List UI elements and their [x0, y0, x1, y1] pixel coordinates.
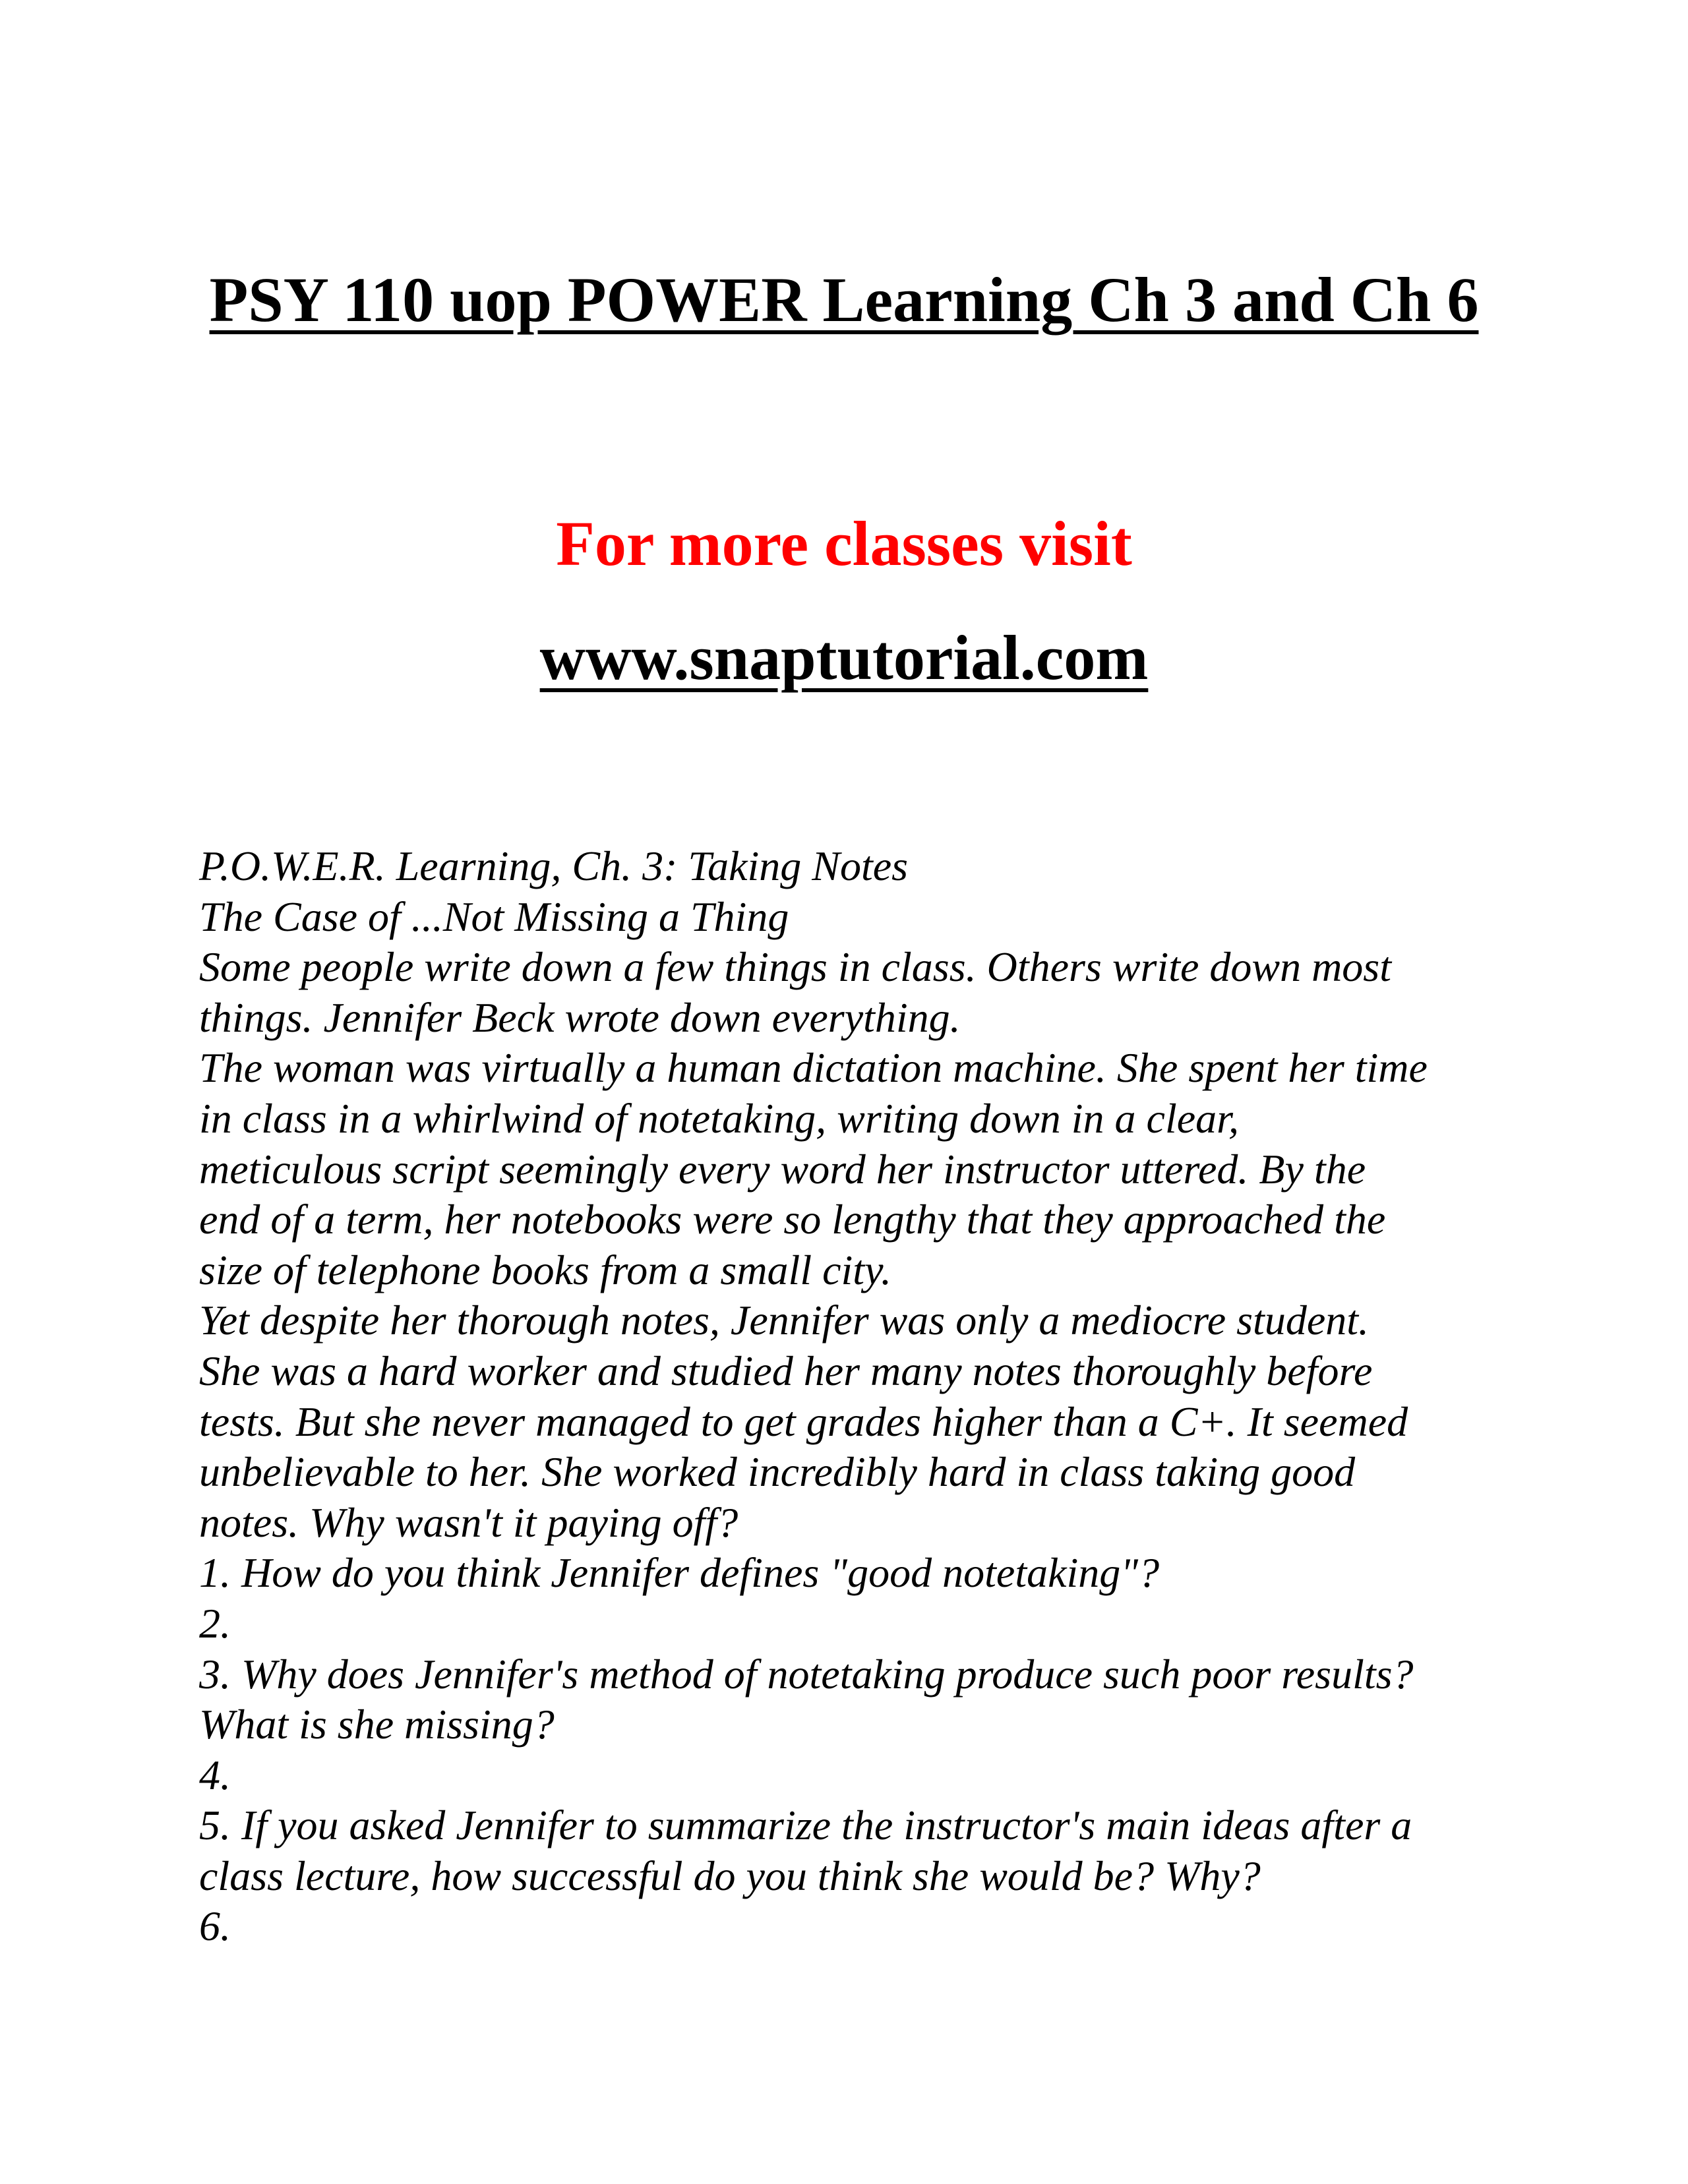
- body-line: class lecture, how successful do you think she would be? Why?: [199, 1852, 1261, 1899]
- body-line: The woman was virtually a human dictation machine. She spent her time: [199, 1044, 1428, 1092]
- body-line: meticulous script seemingly every word her instructor uttered. By the: [199, 1145, 1366, 1193]
- body-line: P.O.W.E.R. Learning, Ch. 3: Taking Notes: [199, 842, 909, 889]
- question-2: 2.: [199, 1599, 231, 1647]
- body-line: Some people write down a few things in class. Others write down most: [199, 943, 1391, 991]
- document-title: [0, 260, 1688, 339]
- body-line: unbelievable to her. She worked incredibly hard in class taking good: [199, 1448, 1356, 1496]
- body-line: in class in a whirlwind of notetaking, writing down in a clear,: [199, 1094, 1239, 1142]
- body-line: The Case of ...Not Missing a Thing: [199, 893, 789, 940]
- body-text: [199, 841, 1518, 1952]
- question-1: 1. How do you think Jennifer defines "good notetaking"?: [199, 1549, 1160, 1597]
- body-line: size of telephone books from a small city.: [199, 1246, 891, 1293]
- promo-text: For more classes visit: [556, 508, 1132, 579]
- question-3: 3. Why does Jennifer's method of notetaking produce such poor results?: [199, 1650, 1414, 1697]
- question-4: 4.: [199, 1751, 231, 1798]
- website-link[interactable]: www.snaptutorial.com: [539, 622, 1149, 693]
- body-line: end of a term, her notebooks were so lengthy that they approached the: [199, 1196, 1386, 1243]
- body-line: What is she missing?: [199, 1701, 555, 1748]
- question-6: 6.: [199, 1903, 231, 1950]
- body-line: tests. But she never managed to get grades higher than a C+. It seemed: [199, 1398, 1408, 1445]
- body-line: She was a hard worker and studied her many notes thoroughly before: [199, 1347, 1373, 1394]
- body-line: things. Jennifer Beck wrote down everything.: [199, 993, 961, 1041]
- body-line: notes. Why wasn't it paying off?: [199, 1498, 738, 1546]
- website-line: [0, 618, 1688, 697]
- body-line: Yet despite her thorough notes, Jennifer was only a mediocre student.: [199, 1297, 1369, 1344]
- question-5: 5. If you asked Jennifer to summarize the instructor's main ideas after a: [199, 1802, 1412, 1849]
- document-title-text: PSY 110 uop POWER Learning Ch 3 and Ch 6: [209, 264, 1479, 335]
